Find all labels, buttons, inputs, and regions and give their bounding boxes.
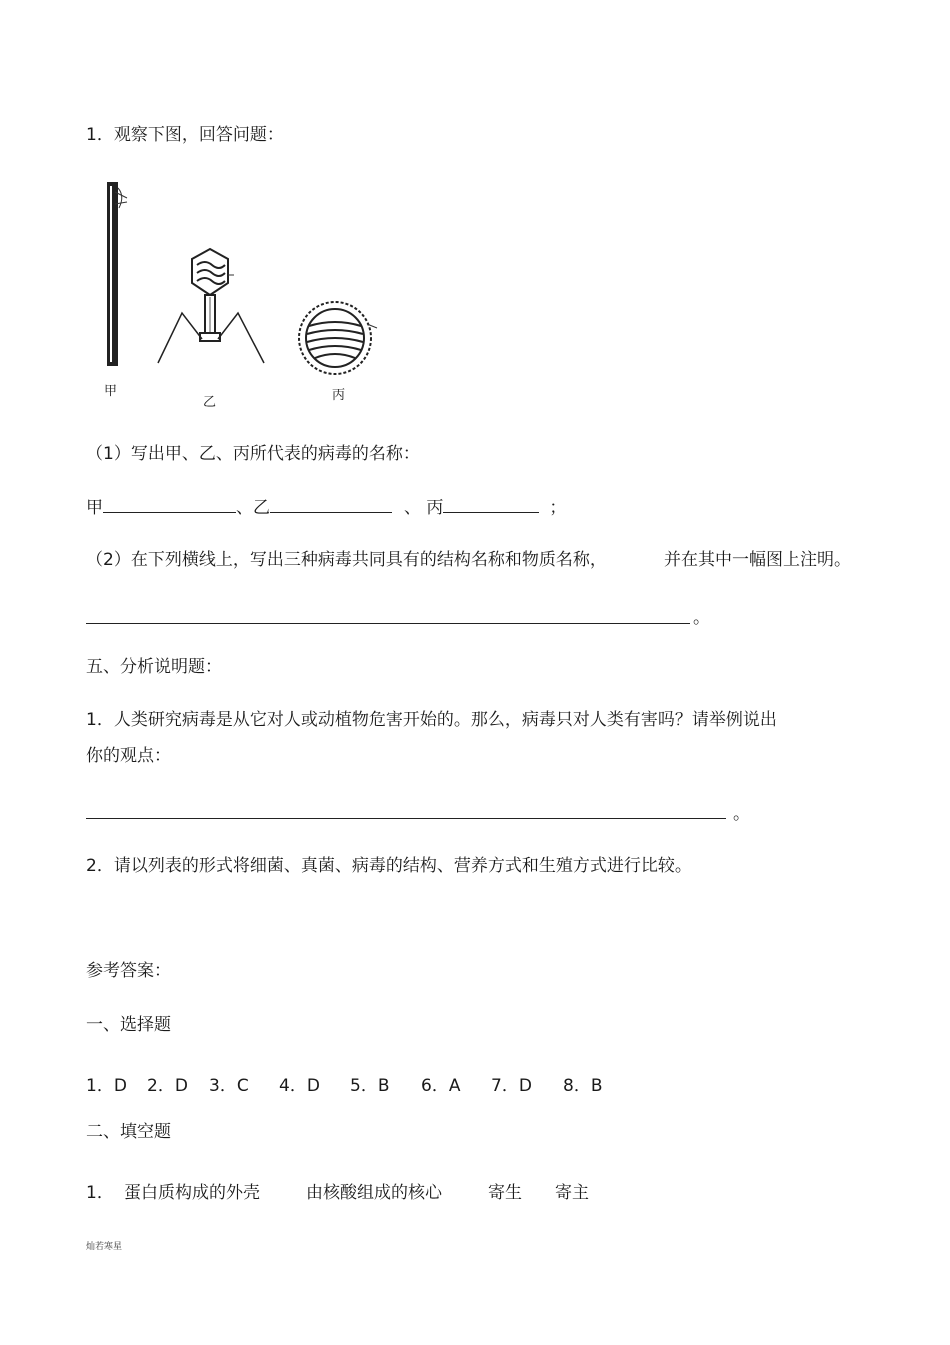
footer-text: 灿若寒星	[86, 1242, 123, 1252]
section-5-q1-end: 。	[733, 804, 750, 824]
answers-heading: 参考答案：	[86, 961, 171, 981]
section-5-q1-line2: 你的观点：	[86, 746, 171, 766]
choice-answer-3: 3．C	[209, 1076, 249, 1096]
fill-line-names	[86, 498, 566, 517]
fill-answer-4: 寄主	[555, 1183, 589, 1203]
choice-answer-6: 6．A	[421, 1076, 461, 1096]
answers-part1-heading: 一、选择题	[86, 1015, 171, 1035]
answers-part2-heading: 二、填空题	[86, 1122, 171, 1142]
fill-answer-3: 寄生	[488, 1183, 522, 1203]
part-1-prompt: （1）写出甲、乙、丙所代表的病毒的名称：	[86, 444, 420, 464]
answer-line-section5[interactable]	[86, 818, 726, 819]
choice-answer-7: 7．D	[491, 1076, 532, 1096]
part-2-prompt-cont: 并在其中一幅图上注明。	[664, 550, 851, 570]
choice-answer-5: 5．B	[350, 1076, 390, 1096]
fill-answer-1: 蛋白质构成的外壳	[124, 1183, 260, 1203]
part-2-prompt: （2）在下列横线上，写出三种病毒共同具有的结构名称和物质名称，	[86, 550, 607, 570]
figure-label-yi: 乙	[203, 395, 217, 410]
section-5-q2: 2．请以列表的形式将细菌、真菌、病毒的结构、营养方式和生殖方式进行比较。	[86, 856, 692, 876]
fill-answer-2: 由核酸组成的核心	[306, 1183, 442, 1203]
figure-label-bing: 丙	[332, 388, 346, 403]
answer-line-end: 。	[693, 608, 710, 628]
fill-end-mark: ；	[549, 498, 567, 518]
fill-answer-number: 1．	[86, 1183, 114, 1203]
choice-answer-4: 4．D	[279, 1076, 320, 1096]
label-jia: 甲	[86, 498, 103, 518]
choice-answer-1: 1．D	[86, 1076, 127, 1096]
rod-body	[107, 182, 118, 366]
figure-label-jia: 甲	[104, 384, 118, 399]
blank-yi[interactable]	[270, 498, 392, 513]
virus-yi-figure	[150, 245, 270, 370]
virus-jia-figure	[95, 178, 135, 373]
section-5-heading: 五、分析说明题：	[86, 657, 222, 677]
blank-jia[interactable]	[103, 498, 236, 513]
answer-line-part2[interactable]	[86, 623, 690, 624]
question-1-title: 1．观察下图，回答问题：	[86, 125, 284, 145]
label-yi: 、乙	[236, 498, 270, 518]
label-bing: 、 丙	[404, 498, 444, 518]
virus-bing-figure	[295, 300, 385, 380]
section-5-q1-line1: 1．人类研究病毒是从它对人或动植物危害开始的。那么，病毒只对人类有害吗？请举例说出	[86, 710, 777, 730]
blank-bing[interactable]	[443, 498, 539, 513]
choice-answer-2: 2．D	[147, 1076, 188, 1096]
choice-answer-8: 8．B	[563, 1076, 603, 1096]
rod-core	[110, 186, 112, 362]
